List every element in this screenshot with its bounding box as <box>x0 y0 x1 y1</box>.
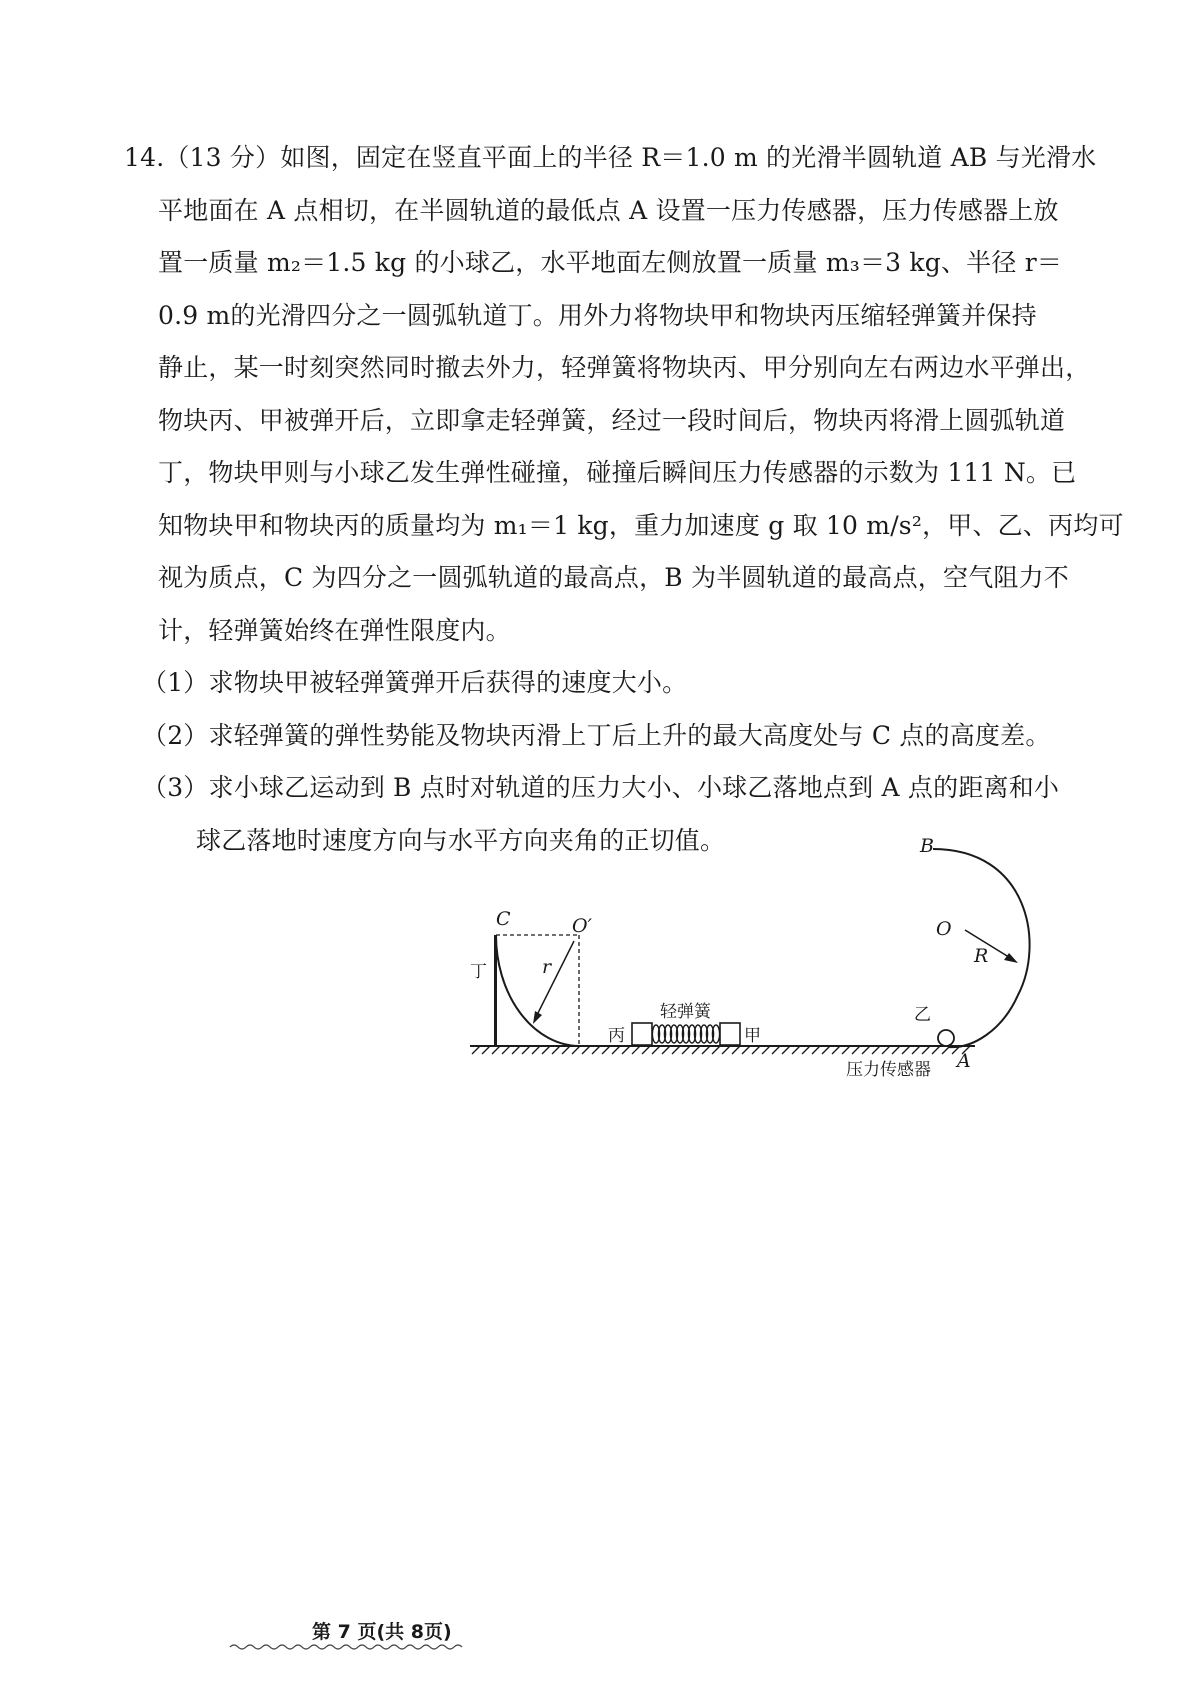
label-r-small: r <box>542 956 552 978</box>
problem-line: 物块丙、甲被弹开后，立即拿走轻弹簧，经过一段时间后，物块丙将滑上圆弧轨道 <box>158 405 1066 435</box>
label-R: R <box>974 945 989 967</box>
quarter-arc <box>496 935 579 1046</box>
question-1: （1）求物块甲被轻弹簧弹开后获得的速度大小。 <box>142 668 688 697</box>
ball-yi <box>938 1030 954 1046</box>
label-ding: 丁 <box>470 962 487 982</box>
problem-14 <box>124 138 1124 873</box>
problem-line: 平地面在 A 点相切，在半圆轨道的最低点 A 设置一压力传感器，压力传感器上放 <box>158 195 1059 225</box>
radius-R-arrow <box>965 930 1012 959</box>
label-a: A <box>957 1050 971 1072</box>
label-c: C <box>496 908 511 930</box>
block-bing <box>632 1023 652 1045</box>
radius-r-arrow <box>536 941 574 1017</box>
label-o: O <box>936 918 952 940</box>
problem-line: 置一质量 m₂＝1.5 kg 的小球乙，水平地面左侧放置一质量 m₃＝3 kg、半径 r＝ <box>158 248 1063 277</box>
problem-line: 丁，物块甲则与小球乙发生弹性碰撞，碰撞后瞬间压力传感器的示数为 111 N。已 <box>158 458 1077 487</box>
problem-line: 计，轻弹簧始终在弹性限度内。 <box>158 615 511 645</box>
label-b: B <box>920 835 934 857</box>
spring-coils <box>652 1025 719 1043</box>
label-bing: 丙 <box>608 1026 625 1046</box>
label-o-prime: O′ <box>572 915 592 937</box>
page-number: 第 7 页(共 8页) <box>312 1621 452 1643</box>
label-yi: 乙 <box>914 1005 931 1025</box>
problem-line: 14.（13 分）如图，固定在竖直平面上的半径 R＝1.0 m 的光滑半圆轨道 AB 与光滑水 <box>124 143 1097 172</box>
question-3: （3）求小球乙运动到 B 点时对轨道的压力大小、小球乙落地点到 A 点的距离和小 <box>142 773 1060 802</box>
label-spring: 轻弹簧 <box>660 1002 711 1022</box>
question-3-continued: 球乙落地时速度方向与水平方向夹角的正切值。 <box>196 825 726 855</box>
ground-hatching <box>472 1046 970 1054</box>
question-2: （2）求轻弹簧的弹性势能及物块丙滑上丁后上升的最大高度处与 C 点的高度差。 <box>142 720 1051 750</box>
radius-r-arrowhead <box>533 1011 542 1024</box>
label-pressure-sensor: 压力传感器 <box>846 1060 931 1080</box>
problem-line: 视为质点，C 为四分之一圆弧轨道的最高点，B 为半圆轨道的最高点，空气阻力不 <box>158 563 1069 592</box>
label-jia: 甲 <box>744 1026 761 1046</box>
block-jia <box>720 1023 740 1045</box>
problem-line: 静止，某一时刻突然同时撤去外力，轻弹簧将物块丙、甲分别向左右两边水平弹出， <box>158 353 1091 382</box>
problem-line: 0.9 m的光滑四分之一圆弧轨道丁。用外力将物块甲和物块丙压缩轻弹簧并保持 <box>158 300 1037 330</box>
physics-diagram <box>470 835 1060 1095</box>
problem-line: 知物块甲和物块丙的质量均为 m₁＝1 kg，重力加速度 g 取 10 m/s²，甲、乙、丙均可 <box>158 510 1124 540</box>
footer-wavy-underline <box>230 1642 470 1652</box>
